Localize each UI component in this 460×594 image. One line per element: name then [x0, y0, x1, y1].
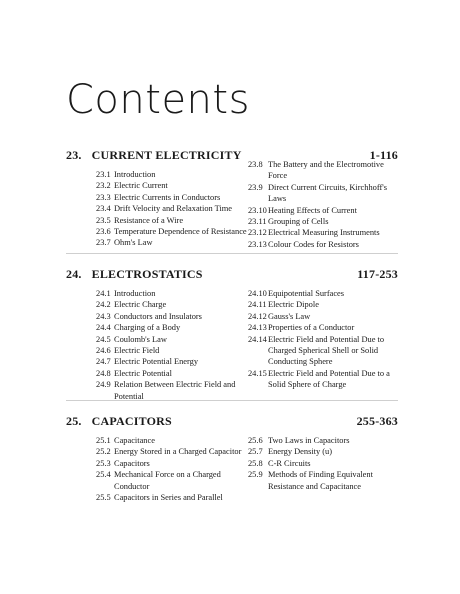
section-number: 23.1 [96, 170, 111, 179]
section-entry[interactable] [96, 334, 248, 345]
section-entry[interactable] [96, 237, 248, 248]
section-title: Heating Effects of Current [267, 205, 357, 215]
chapter-pages: 255-363 [356, 414, 398, 428]
section-list-right [248, 435, 398, 503]
section-number: 23.5 [96, 215, 111, 225]
section-number: 23.13 [247, 239, 267, 249]
section-entry[interactable] [96, 180, 248, 191]
section-number: 24.12 [247, 311, 267, 321]
section-entry[interactable] [248, 216, 398, 227]
section-title: Introduction [114, 170, 156, 179]
section-number: 24.1 [96, 289, 111, 298]
section-number: 25.6 [247, 436, 263, 445]
section-number: 23.2 [96, 181, 111, 191]
section-entry[interactable] [248, 182, 398, 205]
section-title: Introduction [114, 289, 156, 298]
section-number: 23.7 [96, 238, 111, 248]
section-number: 25.5 [96, 493, 111, 503]
section-title: Electric Potential [114, 368, 172, 378]
chapter-23 [66, 148, 398, 250]
section-title: Energy Stored in a Charged Capacitor [114, 447, 242, 457]
section-list-left [66, 288, 248, 402]
section-entry[interactable] [96, 435, 248, 446]
section-number: 24.4 [96, 323, 111, 333]
section-title: Conductors and Insulators [114, 311, 202, 321]
section-entry[interactable] [248, 311, 398, 322]
section-number: 23.11 [247, 217, 267, 227]
section-title: Two Laws in Capacitors [267, 436, 350, 445]
section-number: 23.10 [247, 205, 267, 215]
divider [66, 400, 398, 401]
section-title: Capacitors [114, 458, 150, 468]
section-number: 24.3 [96, 311, 111, 321]
section-title: Colour Codes for Resistors [267, 239, 359, 249]
section-entry[interactable] [248, 334, 398, 368]
section-title: Equipotential Surfaces [267, 289, 345, 298]
section-entry[interactable] [248, 368, 398, 391]
section-title: Resistance of a Wire [114, 215, 184, 225]
section-number: 24.9 [96, 380, 111, 390]
section-entry[interactable] [248, 239, 398, 250]
section-title: Energy Density (u) [267, 447, 333, 457]
section-entry[interactable] [248, 288, 398, 299]
section-title: Electric Potential Energy [114, 357, 199, 367]
section-number: 25.2 [96, 447, 111, 457]
section-entry[interactable] [96, 458, 248, 469]
section-entry[interactable] [96, 469, 248, 492]
section-title: C-R Circuits [267, 458, 311, 468]
section-entry[interactable] [96, 345, 248, 356]
section-title: Charging of a Body [114, 323, 181, 333]
section-title: Coulomb's Law [114, 334, 167, 344]
section-number: 23.9 [247, 182, 263, 192]
section-title: Electric Currents in Conductors [114, 192, 221, 202]
section-title: Electrical Measuring Instruments [267, 228, 380, 238]
section-title: Electric Charge [114, 300, 167, 310]
chapter-number: 25. [66, 414, 82, 428]
section-entry[interactable] [248, 227, 398, 238]
section-title: Electric Current [114, 181, 168, 191]
section-title: Capacitors in Series and Parallel [114, 493, 223, 503]
section-number: 25.3 [96, 458, 111, 468]
page-title: Contents [66, 77, 250, 123]
section-list-left [66, 435, 248, 503]
section-entry[interactable] [248, 446, 398, 457]
section-list-right [248, 288, 398, 402]
chapter-header [66, 267, 398, 282]
section-number: 25.7 [247, 447, 263, 457]
section-title: Electric Field and Potential Due to Charged Spherical Shell or Solid Conducting Sphere [267, 334, 385, 367]
section-entry[interactable] [96, 311, 248, 322]
section-number: 24.5 [96, 334, 111, 344]
section-entry[interactable] [248, 159, 398, 182]
section-number: 24.15 [247, 368, 267, 378]
section-entry[interactable] [248, 299, 398, 310]
section-entry[interactable] [96, 299, 248, 310]
section-title: Temperature Dependence of Resistance [114, 227, 247, 237]
section-number: 24.6 [96, 346, 111, 356]
section-title: Grouping of Cells [267, 217, 329, 227]
section-number: 25.9 [247, 470, 263, 480]
section-entry[interactable] [96, 379, 248, 402]
section-title: Electric Field and Potential Due to a Solid Sphere of Charge [267, 368, 390, 390]
divider [66, 253, 398, 254]
section-number: 25.1 [96, 436, 111, 445]
section-entry[interactable] [96, 492, 248, 503]
section-title: Capacitance [114, 436, 155, 445]
section-number: 24.7 [96, 357, 111, 367]
section-title: The Battery and the Electromotive Force [267, 160, 384, 181]
section-entry[interactable] [248, 322, 398, 333]
section-title: Electric Field [114, 346, 160, 356]
section-entry[interactable] [96, 169, 248, 180]
chapter-title: CAPACITORS [91, 414, 172, 428]
section-title: Properties of a Conductor [267, 323, 355, 333]
chapter-25 [66, 414, 398, 503]
section-number: 23.12 [247, 228, 267, 238]
section-number: 24.11 [247, 300, 267, 310]
chapter-24 [66, 267, 398, 402]
section-entry[interactable] [96, 356, 248, 367]
section-number: 24.8 [96, 368, 111, 378]
section-entry[interactable] [96, 226, 248, 237]
section-entry[interactable] [248, 205, 398, 216]
chapter-number: 24. [66, 267, 82, 281]
section-number: 24.13 [247, 323, 267, 333]
section-entry[interactable] [96, 215, 248, 226]
section-entry[interactable] [248, 435, 398, 446]
section-number: 23.6 [96, 227, 111, 237]
section-entry[interactable] [96, 192, 248, 203]
chapter-pages: 117-253 [357, 267, 398, 281]
section-number: 25.4 [96, 470, 111, 480]
section-number: 24.14 [247, 334, 267, 344]
chapter-pages: 1-116 [369, 148, 398, 162]
section-title: Electric Dipole [267, 300, 319, 310]
section-entry[interactable] [248, 458, 398, 469]
chapter-title: CURRENT ELECTRICITY [91, 148, 242, 162]
section-title: Mechanical Force on a Charged Conductor [114, 470, 221, 491]
section-entry[interactable] [96, 368, 248, 379]
section-number: 25.8 [247, 458, 263, 468]
section-list-right [248, 159, 398, 250]
section-entry[interactable] [248, 469, 398, 492]
section-number: 24.2 [96, 300, 111, 310]
section-title: Ohm's Law [114, 238, 153, 248]
section-title: Gauss's Law [267, 311, 311, 321]
chapter-title: ELECTROSTATICS [91, 267, 203, 281]
section-number: 23.3 [96, 192, 111, 202]
section-number: 24.10 [247, 289, 267, 298]
section-entry[interactable] [96, 322, 248, 333]
section-title: Direct Current Circuits, Kirchhoff's Laws [267, 182, 388, 204]
section-number: 23.4 [96, 204, 111, 214]
section-title: Drift Velocity and Relaxation Time [114, 204, 233, 214]
chapter-header [66, 414, 398, 429]
section-entry[interactable] [96, 446, 248, 457]
chapter-number: 23. [66, 148, 82, 162]
section-list-left [66, 169, 248, 250]
section-title: Methods of Finding Equivalent Resistance and Capacitance [267, 470, 373, 491]
section-number: 23.8 [247, 160, 263, 169]
section-title: Relation Between Electric Field and Potential [114, 380, 236, 401]
section-entry[interactable] [96, 288, 248, 299]
section-entry[interactable] [96, 203, 248, 214]
